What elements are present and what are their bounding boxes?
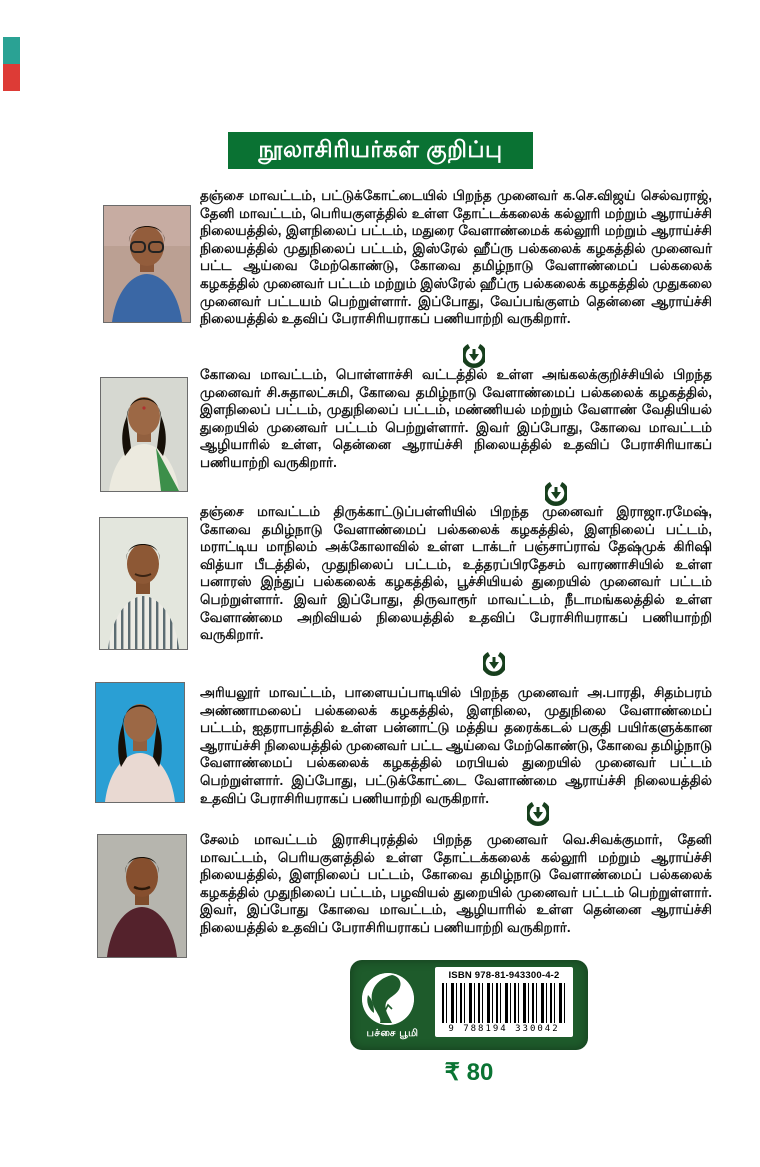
author-bio-5: சேலம் மாவட்டம் இராசிபுரத்தில் பிறந்த முனைவர் வெ.சிவக்குமார், தேனி மாவட்டம், பெரியகுளத்தில் உள்ள தோட்டக்கலைக் கல்லூரி மற்றும் ஆராய்ச்சி நிலையத்தில், இளநிலைப் பட்டம், கோவை தமிழ்நாடு வேளாண்மைப் பல்கலைக் கழகத்தில் முதுநிலைப் பட்டம், பழவியல் துறையில் முனைவர் பட்டம் பெற்றுள்ளார். இவர், இப்போது கோவை மாவட்டம், ஆழியாரில் உள்ள தென்னை ஆராய்ச்சி நிலையத்தில் உதவிப் பேராசிரியராகப் பணியாற்றி வருகிறார். bbox=[200, 832, 712, 935]
section-divider-icon bbox=[483, 652, 505, 676]
section-divider-icon bbox=[463, 344, 485, 368]
corner-mark-red bbox=[3, 64, 20, 91]
author-photo-2 bbox=[100, 377, 188, 492]
barcode-stripes bbox=[442, 983, 566, 1023]
section-divider-icon bbox=[527, 802, 549, 826]
isbn-number: ISBN 978-81-943300-4-2 bbox=[448, 970, 560, 981]
green-earth-logo-icon bbox=[362, 973, 414, 1025]
publisher-logo bbox=[350, 960, 435, 1050]
publisher-name: பச்சை பூமி bbox=[366, 1028, 419, 1039]
author-photo-4 bbox=[95, 682, 185, 803]
author-photo-1 bbox=[103, 205, 191, 323]
barcode-digits: 9 788194 330042 bbox=[448, 1024, 560, 1034]
price: ₹ 80 bbox=[444, 1059, 494, 1086]
page-title: நூலாசிரியர்கள் குறிப்பு bbox=[228, 132, 533, 169]
author-photo-3 bbox=[99, 517, 188, 650]
author-bio-2: கோவை மாவட்டம், பொள்ளாச்சி வட்டத்தில் உள்ள அங்கலக்குறிச்சியில் பிறந்த முனைவர் சி.சுதாலட்சுமி, கோவை தமிழ்நாடு வேளாண்மைப் பல்கலைக் கழகத்தில், இளநிலைப் பட்டம், முதுநிலைப் பட்டம், மண்ணியல் மற்றும் வேளாண் வேதியியல் துறையில் முனைவர் பட்டம் பெற்றுள்ளார். இவர் இப்போது, கோவை மாவட்டம் ஆழியாரில் உள்ள, தென்னை ஆராய்ச்சி நிலையத்தில் உதவிப் பேராசிரியாகப் பணியாற்றி வருகிறார். bbox=[200, 367, 712, 470]
author-bio-3: தஞ்சை மாவட்டம் திருக்காட்டுப்பள்ளியில் பிறந்த முனைவர் இராஜா.ரமேஷ், கோவை தமிழ்நாடு வேளாண்மைப் பல்கலைக் கழகத்தில், இளநிலைப் பட்டம், மராட்டிய மாநிலம் அக்கோலாவில் உள்ள டாக்டர் பஞ்சாப்ராவ் தேஷ்முக் கிரிஷி வித்யா பீடத்தில், முதுநிலைப் பட்டம், உத்தரப்பிரதேசம் வாரணாசியில் உள்ள பனாரஸ் இந்துப் பல்கலைக் கழகத்தில், பூச்சியியல் துறையில் முனைவர் பட்டம் பெற்றுள்ளார். இவர் இப்போது, திருவாரூர் மாவட்டம், நீடாமங்கலத்தில் உள்ள வேளாண்மை அறிவியல் நிலையத்தில் உதவிப் பேராசிரியராகப் பணியாற்றி வருகிறார். bbox=[200, 504, 712, 643]
isbn-barcode bbox=[435, 967, 573, 1037]
author-bio-4: அரியலூர் மாவட்டம், பாளையப்பாடியில் பிறந்த முனைவர் அ.பாரதி, சிதம்பரம் அண்ணாமலைப் பல்கலைக் கழகத்தில், இளநிலை, முதுநிலை வேளாண்மைப் பட்டம், ஐதராபாத்தில் உள்ள பன்னாட்டு மத்திய தரைக்கடல் பகுதி பயிர்களுக்கான ஆராய்ச்சி நிலையத்தில் முனைவர் பட்ட ஆய்வை மேற்கொண்டு, கோவை தமிழ்நாடு வேளாண்மைப் பல்கலைக் கழகத்தில் மரபியல் துறையில் முனைவர் பட்டம் பெற்றுள்ளார். இப்போது, பட்டுக்கோட்டை வேளாண்மை ஆராய்ச்சி நிலையத்தில் உதவிப் பேராசிரியராகப் பணியாற்றி வருகிறார். bbox=[200, 685, 712, 806]
author-photo-5 bbox=[97, 834, 187, 958]
corner-mark-teal bbox=[3, 37, 20, 64]
publisher-footer bbox=[350, 960, 588, 1050]
author-bio-1: தஞ்சை மாவட்டம், பட்டுக்கோட்டையில் பிறந்த முனைவர் க.செ.விஜய் செல்வராஜ், தேனி மாவட்டம், பெரியகுளத்தில் உள்ள தோட்டக்கலைக் கல்லூரி மற்றும் ஆராய்ச்சி நிலையத்தில், இளநிலைப் பட்டம், மதுரை வேளாண்மைக் கல்லூரி மற்றும் ஆராய்ச்சி நிலையத்தில் முதுநிலைப் பட்டம், இஸ்ரேல் ஹீப்ரு பல்கலைக் கழகத்தில் முனைவர் பட்ட ஆய்வை மேற்கொண்டு, கோவை தமிழ்நாடு வேளாண்மைப் பல்கலைக் கழகத்தில் முனைவர் பட்டம் மற்றும் இஸ்ரேல் ஹீப்ரு பல்கலைக் கழகத்தில் முதுகலை முனைவர் பட்டயம் பெற்றுள்ளார். இப்போது, வேப்பங்குளம் தென்னை ஆராய்ச்சி நிலையத்தில் உதவிப் பேராசிரியராகப் பணியாற்றி வருகிறார். bbox=[200, 188, 712, 327]
